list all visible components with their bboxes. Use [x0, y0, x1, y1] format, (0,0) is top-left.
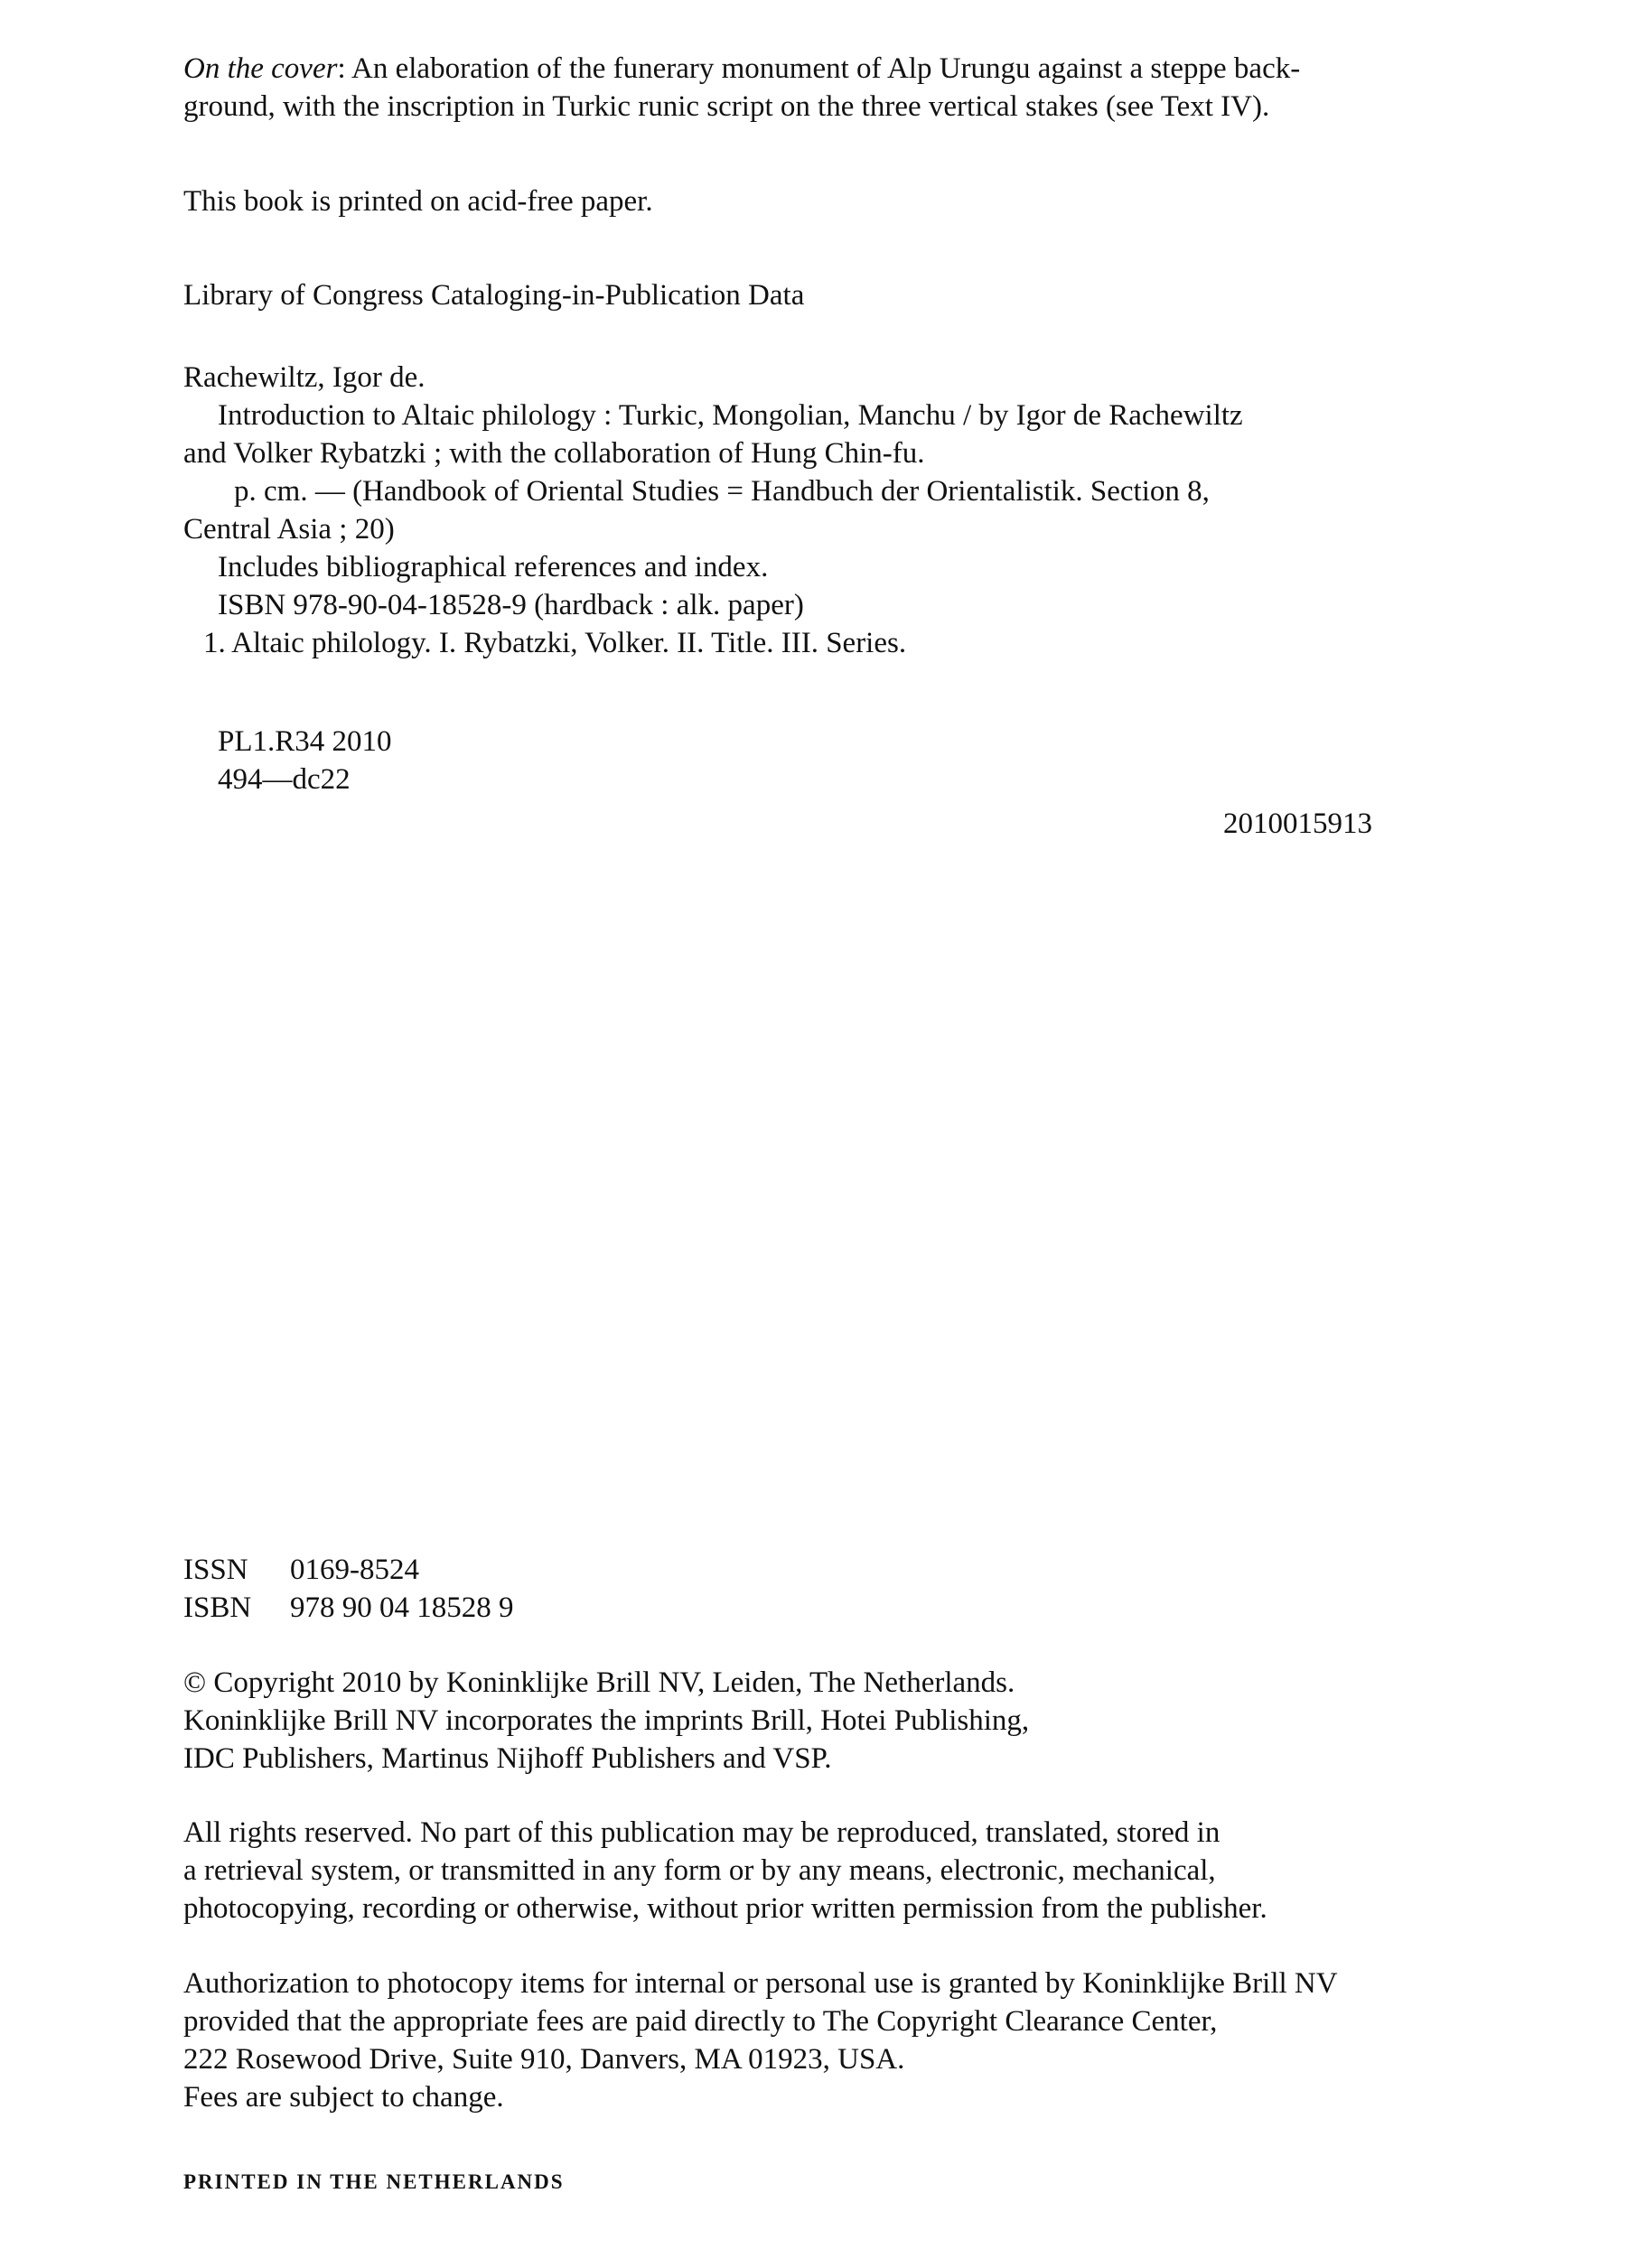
cip-author: Rachewiltz, Igor de. [183, 361, 426, 394]
cip-isbn: ISBN 978-90-04-18528-9 (hardback : alk. paper) [218, 589, 804, 621]
cip-lc-class: PL1.R34 2010 [218, 725, 392, 758]
cip-title-line-1: Introduction to Altaic philology : Turkic, Mongolian, Manchu / by Igor de Rachewiltz [218, 399, 1243, 432]
cover-note-label: On the cover [183, 52, 338, 85]
cover-note-line-1 [183, 50, 1300, 88]
cip-lccn: 2010015913 [1223, 807, 1372, 840]
printed-in: PRINTED IN THE NETHERLANDS [183, 2170, 565, 2193]
cip-subjects: 1. Altaic philology. I. Rybatzki, Volker. II. Title. III. Series. [203, 627, 907, 659]
rights-line-2: a retrieval system, or transmitted in any form or by any means, electronic, mechanical, [183, 1854, 1216, 1887]
authorization-line-4: Fees are subject to change. [183, 2081, 504, 2114]
rights-line-1: All rights reserved. No part of this publication may be reproduced, translated, stored in [183, 1816, 1220, 1849]
cip-includes: Includes bibliographical references and index. [218, 551, 769, 583]
copyright-line-1: © Copyright 2010 by Koninklijke Brill NV, Leiden, The Netherlands. [183, 1666, 1015, 1699]
isbn-line [183, 1589, 514, 1627]
issn-line [183, 1551, 514, 1589]
cip-record [183, 359, 1243, 662]
rights-notice [183, 1814, 1267, 1927]
cip-series-line-2: Central Asia ; 20) [183, 513, 395, 546]
issn-value: 0169-8524 [290, 1554, 419, 1586]
isbn-value: 978 90 04 18528 9 [290, 1591, 514, 1624]
cover-note [183, 50, 1300, 126]
authorization-notice [183, 1965, 1338, 2116]
authorization-line-3: 222 Rosewood Drive, Suite 910, Danvers, MA 01923, USA. [183, 2043, 905, 2076]
cover-note-line-2: ground, with the inscription in Turkic runic script on the three vertical stakes (see Text IV). [183, 90, 1270, 123]
cip-series-line-1: p. cm. — (Handbook of Oriental Studies = Handbuch der Orientalistik. Section 8, [234, 475, 1210, 508]
copyright-line-2: Koninklijke Brill NV incorporates the imprints Brill, Hotei Publishing, [183, 1704, 1030, 1737]
acid-free-text: This book is printed on acid-free paper. [183, 185, 653, 218]
identifiers [183, 1551, 514, 1627]
cip-title-line-2: and Volker Rybatzki ; with the collaboration of Hung Chin-fu. [183, 437, 925, 470]
authorization-line-2: provided that the appropriate fees are paid directly to The Copyright Clearance Center, [183, 2005, 1218, 2038]
isbn-label: ISBN [183, 1591, 252, 1624]
cip-heading-block [183, 276, 804, 314]
copyright-line-3: IDC Publishers, Martinus Nijhoff Publishers and VSP. [183, 1742, 832, 1775]
acid-free-note [183, 182, 653, 220]
rights-line-3: photocopying, recording or otherwise, without prior written permission from the publisher. [183, 1892, 1267, 1925]
cip-dewey: 494—dc22 [218, 763, 351, 796]
authorization-line-1: Authorization to photocopy items for internal or personal use is granted by Koninklijke Brill NV [183, 1967, 1338, 2000]
copyright-notice [183, 1664, 1029, 1778]
cover-note-text: : An elaboration of the funerary monument of Alp Urungu against a steppe back- [337, 52, 1301, 85]
issn-label: ISSN [183, 1554, 248, 1586]
cip-heading: Library of Congress Cataloging-in-Publication Data [183, 279, 805, 312]
cip-classification [183, 723, 392, 798]
